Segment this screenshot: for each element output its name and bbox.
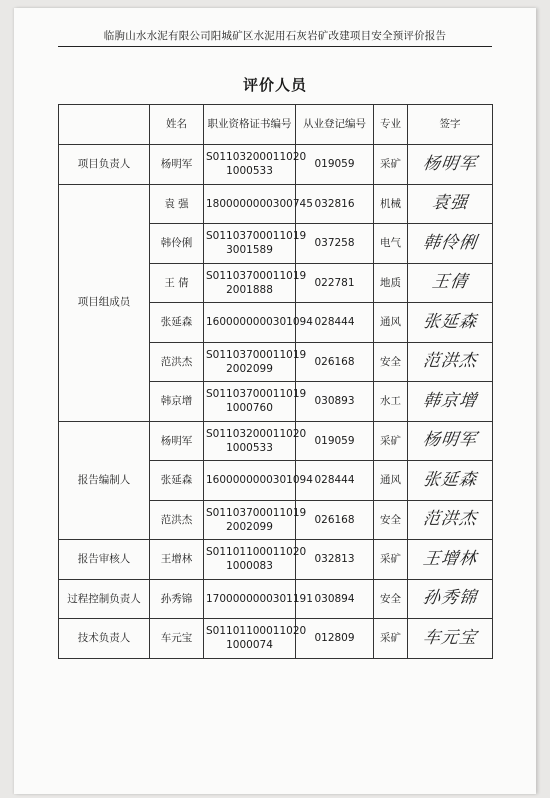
registration-number-cell: 032813 xyxy=(296,540,374,580)
name-cell: 韩京增 xyxy=(150,382,204,422)
cert-number-line: 2001888 xyxy=(226,283,273,296)
handwritten-signature: 杨明军 xyxy=(421,430,479,451)
cert-number-line: S01103700011019 xyxy=(206,506,307,519)
cert-number-line: 1600000000301094 xyxy=(206,316,313,329)
signature-cell xyxy=(408,421,493,461)
signature-cell xyxy=(408,382,493,422)
major-cell: 安全 xyxy=(374,342,408,382)
registration-number-cell: 037258 xyxy=(296,224,374,264)
cert-number-line: S01103700011019 xyxy=(206,269,307,282)
signature-cell xyxy=(408,224,493,264)
major-cell: 通风 xyxy=(374,303,408,343)
handwritten-signature: 袁强 xyxy=(430,193,470,214)
major-cell: 水工 xyxy=(374,382,408,422)
handwritten-signature: 范洪杰 xyxy=(421,351,479,372)
role-cell: 技术负责人 xyxy=(59,619,150,659)
registration-number-cell: 026168 xyxy=(296,342,374,382)
name-cell: 杨明军 xyxy=(150,145,204,185)
name-cell: 孙秀锦 xyxy=(150,579,204,619)
cert-number-cell xyxy=(204,461,313,501)
registration-number-cell: 026168 xyxy=(296,500,374,540)
handwritten-signature: 杨明军 xyxy=(421,153,479,174)
registration-number-cell: 030893 xyxy=(296,382,374,422)
cert-number-line: S01101100011020 xyxy=(206,546,307,559)
cert-number-line: 1700000000301191 xyxy=(206,592,313,605)
handwritten-signature: 韩伶俐 xyxy=(421,232,479,253)
major-cell: 地质 xyxy=(374,263,408,303)
signature-cell xyxy=(408,342,493,382)
registration-number-cell: 019059 xyxy=(296,145,374,185)
name-cell: 王增林 xyxy=(150,540,204,580)
handwritten-signature: 范洪杰 xyxy=(421,509,479,530)
cert-number-cell xyxy=(204,540,307,580)
table-row xyxy=(59,421,493,461)
major-cell: 采矿 xyxy=(374,619,408,659)
cert-number-line: 1800000000300745 xyxy=(206,197,313,210)
column-header xyxy=(59,105,150,145)
cert-number-cell xyxy=(204,145,307,185)
handwritten-signature: 孙秀锦 xyxy=(421,588,479,609)
name-cell: 车元宝 xyxy=(150,619,204,659)
name-cell: 杨明军 xyxy=(150,421,204,461)
cert-number-line: 1000533 xyxy=(226,165,273,178)
registration-number-cell: 019059 xyxy=(296,421,374,461)
role-cell: 报告审核人 xyxy=(59,540,150,580)
cert-number-line: 2002099 xyxy=(226,520,273,533)
cert-number-line: S01103700011019 xyxy=(206,388,307,401)
cert-number-line: S01103200011020 xyxy=(206,151,307,164)
cert-number-line: S01103200011020 xyxy=(206,427,307,440)
major-cell: 采矿 xyxy=(374,145,408,185)
page-header: 临朐山水水泥有限公司阳城矿区水泥用石灰岩矿改建项目安全预评价报告 xyxy=(58,28,492,47)
table-row xyxy=(59,579,493,619)
signature-cell xyxy=(408,263,493,303)
role-cell: 项目组成员 xyxy=(59,184,150,421)
table-row xyxy=(59,540,493,580)
signature-cell xyxy=(408,145,493,185)
cert-number-line: 1600000000301094 xyxy=(206,474,313,487)
cert-number-line: S01103700011019 xyxy=(206,348,307,361)
name-cell: 范洪杰 xyxy=(150,500,204,540)
cert-number-cell xyxy=(204,500,307,540)
cert-number-line: 1000074 xyxy=(226,639,273,652)
cert-number-line: 3001589 xyxy=(226,244,273,257)
signature-cell xyxy=(408,184,493,224)
handwritten-signature: 韩京增 xyxy=(421,390,479,411)
signature-cell xyxy=(408,619,493,659)
role-cell: 过程控制负责人 xyxy=(59,579,150,619)
signature-cell xyxy=(408,303,493,343)
handwritten-signature: 王增林 xyxy=(421,548,479,569)
signature-cell xyxy=(408,540,493,580)
handwritten-signature: 车元宝 xyxy=(421,627,479,648)
column-header: 签字 xyxy=(408,105,493,145)
column-header: 职业资格证书编号 xyxy=(204,105,296,145)
major-cell: 机械 xyxy=(374,184,408,224)
cert-number-cell xyxy=(204,619,307,659)
role-cell: 报告编制人 xyxy=(59,421,150,540)
name-cell: 张延森 xyxy=(150,303,204,343)
signature-cell xyxy=(408,579,493,619)
evaluator-table xyxy=(58,104,493,659)
name-cell: 张延森 xyxy=(150,461,204,501)
cert-number-line: 1000533 xyxy=(226,441,273,454)
column-header: 从业登记编号 xyxy=(296,105,374,145)
role-cell: 项目负责人 xyxy=(59,145,150,185)
table-row xyxy=(59,145,493,185)
registration-number-cell: 028444 xyxy=(296,303,374,343)
signature-cell xyxy=(408,500,493,540)
major-cell: 电气 xyxy=(374,224,408,264)
page-title: 评价人员 xyxy=(242,76,307,94)
cert-number-line: 2002099 xyxy=(226,362,273,375)
table-row xyxy=(59,619,493,659)
cert-number-cell xyxy=(204,579,313,619)
name-cell: 韩伶俐 xyxy=(150,224,204,264)
major-cell: 安全 xyxy=(374,579,408,619)
signature-cell xyxy=(408,461,493,501)
cert-number-cell xyxy=(204,303,313,343)
cert-number-line: 1000760 xyxy=(226,402,273,415)
handwritten-signature: 王倩 xyxy=(430,272,470,293)
cert-number-cell xyxy=(204,421,307,461)
registration-number-cell: 032816 xyxy=(296,184,374,224)
cert-number-cell xyxy=(204,342,307,382)
registration-number-cell: 030894 xyxy=(296,579,374,619)
major-cell: 采矿 xyxy=(374,421,408,461)
major-cell: 采矿 xyxy=(374,540,408,580)
evaluator-table-body xyxy=(59,105,493,659)
major-cell: 安全 xyxy=(374,500,408,540)
cert-number-line: 1000083 xyxy=(226,560,273,573)
table-row xyxy=(59,184,493,224)
handwritten-signature: 张延森 xyxy=(421,311,479,332)
column-header: 姓名 xyxy=(150,105,204,145)
name-cell: 范洪杰 xyxy=(150,342,204,382)
major-cell: 通风 xyxy=(374,461,408,501)
column-header: 专业 xyxy=(374,105,408,145)
document-page xyxy=(14,8,536,794)
registration-number-cell: 022781 xyxy=(296,263,374,303)
cert-number-cell xyxy=(204,382,307,422)
handwritten-signature: 张延森 xyxy=(421,469,479,490)
registration-number-cell: 028444 xyxy=(296,461,374,501)
registration-number-cell: 012809 xyxy=(296,619,374,659)
cert-number-line: S01101100011020 xyxy=(206,625,307,638)
table-header-row xyxy=(59,105,493,145)
name-cell: 王 倩 xyxy=(150,263,204,303)
cert-number-cell xyxy=(204,184,313,224)
cert-number-cell xyxy=(204,263,307,303)
cert-number-cell xyxy=(204,224,307,264)
cert-number-line: S01103700011019 xyxy=(206,230,307,243)
name-cell: 袁 强 xyxy=(150,184,204,224)
